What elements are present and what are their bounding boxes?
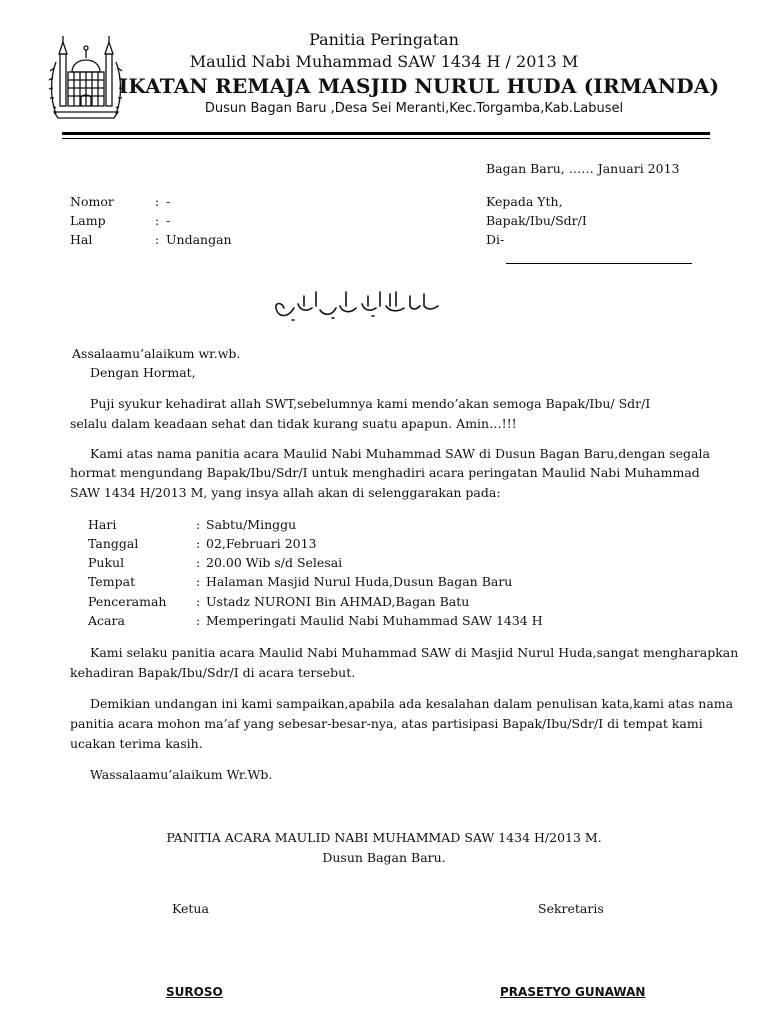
detail-label: Acara <box>88 613 125 628</box>
paragraph-2-line-1: Kami atas nama panitia acara Maulid Nabi Muhammad SAW di Dusun Bagan Baru,dengan segala <box>90 446 710 461</box>
recipient-line-1: Kepada Yth, <box>486 194 563 209</box>
paragraph-1-line-1: Puji syukur kehadirat allah SWT,sebelumnya kami mendo’akan semoga Bapak/Ibu/ Sdr/I <box>90 396 651 411</box>
header-address: Dusun Bagan Baru ,Desa Sei Meranti,Kec.Torgamba,Kab.Labusel <box>204 101 624 116</box>
detail-value: 20.00 Wib s/d Selesai <box>206 555 343 570</box>
closing-greeting: Wassalaamu’alaikum Wr.Wb. <box>90 767 273 782</box>
paragraph-4-line-3: ucakan terima kasih. <box>70 736 203 751</box>
letter-date: Bagan Baru, …… Januari 2013 <box>486 161 680 176</box>
detail-label: Penceramah <box>88 594 167 609</box>
paragraph-3-line-2: kehadiran Bapak/Ibu/Sdr/I di acara tersebut. <box>70 665 356 680</box>
recipient-line-2: Bapak/Ibu/Sdr/I <box>486 213 587 228</box>
header-divider-thick <box>62 132 710 135</box>
recipient-line-3: Di- <box>486 232 505 247</box>
paragraph-4-line-1: Demikian undangan ini kami sampaikan,apabila ada kesalahan dalam penulisan kata,kami atas nama <box>90 696 734 711</box>
committee-location: Dusun Bagan Baru. <box>322 850 446 865</box>
detail-label: Pukul <box>88 555 125 570</box>
header-organization-name: IKATAN REMAJA MASJID NURUL HUDA (IRMANDA) <box>118 74 720 98</box>
header-committee-title: Panitia Peringatan <box>309 30 459 49</box>
detail-value: 02,Februari 2013 <box>206 536 317 551</box>
detail-value: Memperingati Maulid Nabi Muhammad SAW 1434 H <box>206 613 543 628</box>
detail-value: Ustadz NURONI Bin AHMAD,Bagan Batu <box>206 594 470 609</box>
detail-separator: : <box>196 517 201 532</box>
info-value: - <box>166 213 171 228</box>
header-divider-thin <box>62 138 710 139</box>
committee-title: PANITIA ACARA MAULID NABI MUHAMMAD SAW 1434 H/2013 M. <box>166 830 602 845</box>
paragraph-3-line-1: Kami selaku panitia acara Maulid Nabi Muhammad SAW di Masjid Nurul Huda,sangat mengharapkan <box>90 645 739 660</box>
recipient-address-blank-line <box>506 263 692 264</box>
detail-value: Sabtu/Minggu <box>206 517 297 532</box>
paragraph-2-line-3: SAW 1434 H/2013 M, yang insya allah akan di selenggarakan pada: <box>70 485 501 500</box>
paragraph-1-line-2: selalu dalam keadaan sehat dan tidak kurang suatu apapun. Amin…!!! <box>70 416 517 431</box>
info-label: Hal <box>70 232 93 247</box>
info-separator: : <box>155 232 160 247</box>
detail-separator: : <box>196 574 201 589</box>
info-separator: : <box>155 194 160 209</box>
basmala-calligraphy-icon <box>272 286 442 326</box>
paragraph-2-line-2: hormat mengundang Bapak/Ibu/Sdr/I untuk menghadiri acara peringatan Maulid Nabi Muhammad <box>70 465 700 480</box>
detail-separator: : <box>196 613 201 628</box>
info-value: Undangan <box>166 232 232 247</box>
detail-label: Tempat <box>88 574 136 589</box>
detail-separator: : <box>196 555 201 570</box>
detail-label: Tanggal <box>88 536 139 551</box>
signature-title-chairman: Ketua <box>172 901 209 916</box>
salutation: Dengan Hormat, <box>90 365 196 380</box>
info-label: Nomor <box>70 194 114 209</box>
signature-title-secretary: Sekretaris <box>538 901 604 916</box>
signature-name-secretary: PRASETYO GUNAWAN <box>500 985 646 999</box>
info-separator: : <box>155 213 160 228</box>
detail-value: Halaman Masjid Nurul Huda,Dusun Bagan Baru <box>206 574 513 589</box>
detail-separator: : <box>196 594 201 609</box>
header-event-title: Maulid Nabi Muhammad SAW 1434 H / 2013 M <box>189 52 579 71</box>
signature-name-chairman: SUROSO <box>166 985 223 999</box>
detail-label: Hari <box>88 517 117 532</box>
greeting: Assalaamu’alaikum wr.wb. <box>72 346 241 361</box>
info-label: Lamp <box>70 213 106 228</box>
paragraph-4-line-2: panitia acara mohon ma’af yang sebesar-besar-nya, atas partisipasi Bapak/Ibu/Sdr/I di tempat kami <box>70 716 703 731</box>
detail-separator: : <box>196 536 201 551</box>
info-value: - <box>166 194 171 209</box>
